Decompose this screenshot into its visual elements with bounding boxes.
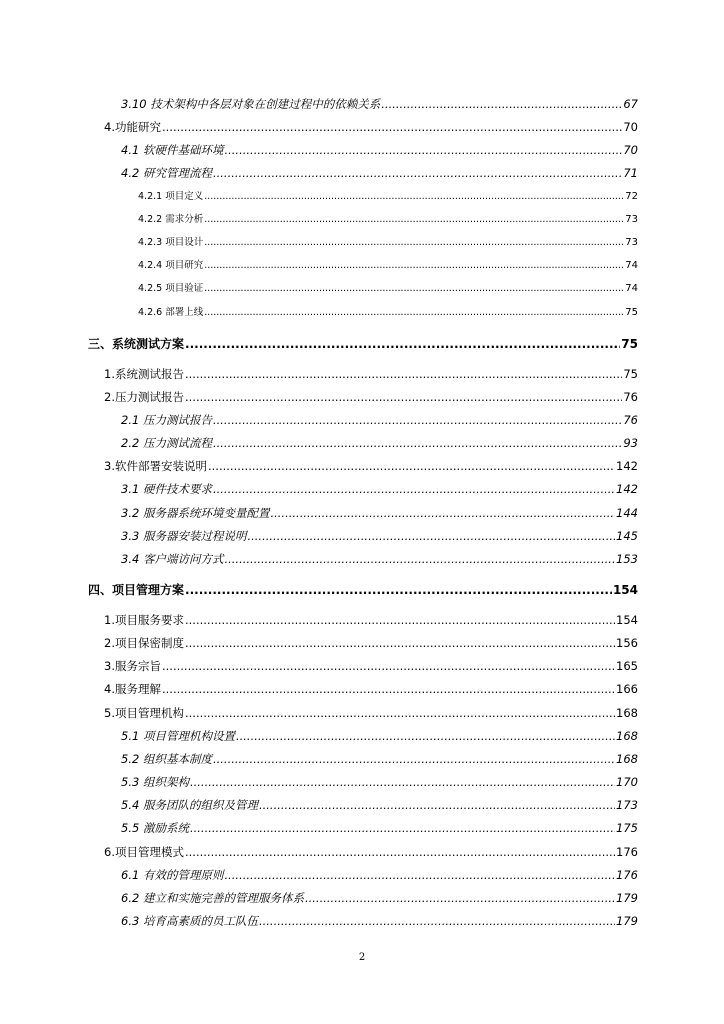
toc-entry-page: 168 [616,752,638,766]
toc-entry-page: 75 [625,307,638,318]
toc-entry[interactable] [138,307,638,319]
toc-entry-title: 四、项目管理方案 [88,583,185,597]
toc-dot-leader [162,683,615,697]
toc-dot-leader [162,121,622,135]
toc-entry-title: 2.项目保密制度 [104,636,184,650]
toc-entry-title: 4.2.3 项目设计 [138,237,204,248]
toc-entry-page: 145 [616,529,638,543]
toc-entry-title: 3.2 服务器系统环境变量配置 [121,506,270,520]
toc-dot-leader [224,869,615,883]
toc-dot-leader [270,507,615,521]
toc-entry-page: 71 [623,166,638,180]
toc-entry[interactable] [121,483,638,497]
toc-entry-page: 72 [625,191,638,202]
toc-entry-title: 6.2 建立和实施完善的管理服务体系 [121,891,304,905]
toc-entry-page: 67 [623,97,638,111]
toc-dot-leader [185,637,615,651]
toc-entry[interactable] [121,915,638,929]
toc-entry-page: 173 [616,798,638,812]
toc-dot-leader [204,307,624,318]
toc-entry-title: 三、系统测试方案 [88,337,185,351]
toc-entry[interactable] [138,283,638,295]
toc-entry[interactable] [121,892,638,906]
toc-entry[interactable] [121,167,638,181]
toc-dot-leader [236,730,615,744]
toc-dot-leader [213,414,622,428]
toc-entry-page: 176 [616,845,638,859]
toc-entry-page: 75 [621,337,638,351]
toc-entry[interactable] [104,614,638,628]
toc-entry[interactable] [104,846,638,860]
toc-dot-leader [213,483,615,497]
toc-entry-title: 1.系统测试报告 [104,367,184,381]
toc-entry[interactable] [121,530,638,544]
toc-dot-leader [204,237,624,248]
toc-entry[interactable] [121,98,638,112]
toc-entry-page: 73 [625,237,638,248]
toc-entry-title: 3.4 客户端访问方式 [121,552,224,566]
toc-dot-leader [259,915,615,929]
toc-entry-title: 2.2 压力测试流程 [121,436,212,450]
toc-dot-leader [162,660,615,674]
toc-dot-leader [213,167,622,181]
toc-entry[interactable] [104,660,638,674]
toc-entry[interactable] [121,822,638,836]
toc-entry-page: 93 [623,436,638,450]
toc-entry-title: 6.3 培育高素质的员工队伍 [121,914,258,928]
toc-entry-page: 76 [623,413,638,427]
toc-entry-page: 142 [616,459,638,473]
toc-dot-leader [204,191,624,202]
toc-entry-page: 165 [616,659,638,673]
toc-entry[interactable] [121,869,638,883]
toc-entry-title: 4.2.5 项目验证 [138,283,204,294]
toc-entry[interactable] [104,460,638,474]
toc-entry[interactable] [104,121,638,135]
toc-dot-leader [190,822,615,836]
toc-entry-page: 144 [616,506,638,520]
toc-entry[interactable] [138,237,638,249]
toc-entry[interactable] [138,260,638,272]
toc-entry[interactable] [104,391,638,405]
toc-dot-leader [381,98,622,112]
toc-entry-title: 4.功能研究 [104,120,161,134]
toc-dot-leader [247,530,615,544]
toc-entry-page: 73 [625,214,638,225]
toc-entry[interactable] [121,753,638,767]
page-number: 2 [358,952,366,963]
toc-entry[interactable] [121,799,638,813]
toc-entry-page: 179 [616,891,638,905]
toc-dot-leader [185,846,615,860]
toc-entry-title: 4.1 软硬件基础环境 [121,143,224,157]
toc-dot-leader [190,776,615,790]
toc-entry-page: 176 [616,868,638,882]
toc-dot-leader [185,583,612,597]
toc-entry-page: 154 [616,613,638,627]
toc-entry[interactable] [121,144,638,158]
toc-entry[interactable] [138,191,638,203]
toc-dot-leader [208,460,615,474]
toc-entry[interactable] [121,776,638,790]
toc-dot-leader [185,707,615,721]
toc-entry-title: 5.4 服务团队的组织及管理 [121,798,258,812]
toc-dot-leader [204,283,624,294]
toc-entry[interactable] [104,637,638,651]
toc-entry-page: 170 [616,775,638,789]
toc-entry-title: 5.5 激励系统 [121,821,189,835]
toc-dot-leader [213,437,622,451]
toc-entry-title: 3.服务宗旨 [104,659,161,673]
toc-entry-page: 179 [616,914,638,928]
toc-dot-leader [259,799,615,813]
toc-entry-title: 4.2 研究管理流程 [121,166,212,180]
toc-entry-page: 74 [625,283,638,294]
toc-dot-leader [185,614,615,628]
toc-entry-title: 3.1 硬件技术要求 [121,482,212,496]
toc-dot-leader [185,368,622,382]
toc-entry-title: 3.3 服务器安装过程说明 [121,529,247,543]
toc-entry-title: 4.服务理解 [104,682,161,696]
toc-entry-page: 153 [616,552,638,566]
toc-entry-title: 5.1 项目管理机构设置 [121,729,235,743]
toc-entry-page: 168 [616,706,638,720]
toc-entry-title: 3.10 技术架构中各层对象在创建过程中的依赖关系 [121,97,381,111]
toc-entry-title: 6.项目管理模式 [104,845,184,859]
toc-entry[interactable] [121,507,638,521]
toc-entry-page: 154 [612,583,638,597]
toc-entry-title: 4.2.4 项目研究 [138,260,204,271]
toc-entry-page: 166 [616,682,638,696]
toc-dot-leader [204,214,624,225]
toc-entry-page: 70 [623,143,638,157]
toc-entry-page: 156 [616,636,638,650]
toc-entry[interactable] [121,730,638,744]
toc-entry[interactable] [121,437,638,451]
toc-entry-title: 4.2.1 项目定义 [138,191,204,202]
toc-dot-leader [204,260,624,271]
toc-entry-title: 5.项目管理机构 [104,706,184,720]
toc-dot-leader [224,553,615,567]
toc-entry-page: 75 [623,367,638,381]
toc-entry-page: 142 [616,482,638,496]
toc-dot-leader [185,391,622,405]
toc-entry-page: 70 [623,120,638,134]
toc-dot-leader [185,337,620,351]
toc-entry[interactable] [104,707,638,721]
toc-entry[interactable] [88,583,638,597]
toc-entry[interactable] [138,214,638,226]
toc-entry-title: 1.项目服务要求 [104,613,184,627]
toc-entry-title: 5.3 组织架构 [121,775,189,789]
toc-dot-leader [224,144,622,158]
toc-dot-leader [305,892,615,906]
toc-entry[interactable] [88,337,638,351]
toc-entry-title: 4.2.6 部署上线 [138,307,204,318]
toc-entry-page: 76 [623,390,638,404]
toc-entry[interactable] [104,368,638,382]
toc-entry-title: 5.2 组织基本制度 [121,752,212,766]
toc-entry[interactable] [121,553,638,567]
toc-entry-title: 4.2.2 需求分析 [138,214,204,225]
toc-entry-title: 2.1 压力测试报告 [121,413,212,427]
toc-dot-leader [213,753,615,767]
toc-entry[interactable] [121,414,638,428]
toc-entry-title: 6.1 有效的管理原则 [121,868,224,882]
toc-entry-page: 168 [616,729,638,743]
toc-entry-page: 175 [616,821,638,835]
toc-entry[interactable] [104,683,638,697]
toc-entry-title: 2.压力测试报告 [104,390,184,404]
toc-entry-page: 74 [625,260,638,271]
toc-entry-title: 3.软件部署安装说明 [104,459,207,473]
